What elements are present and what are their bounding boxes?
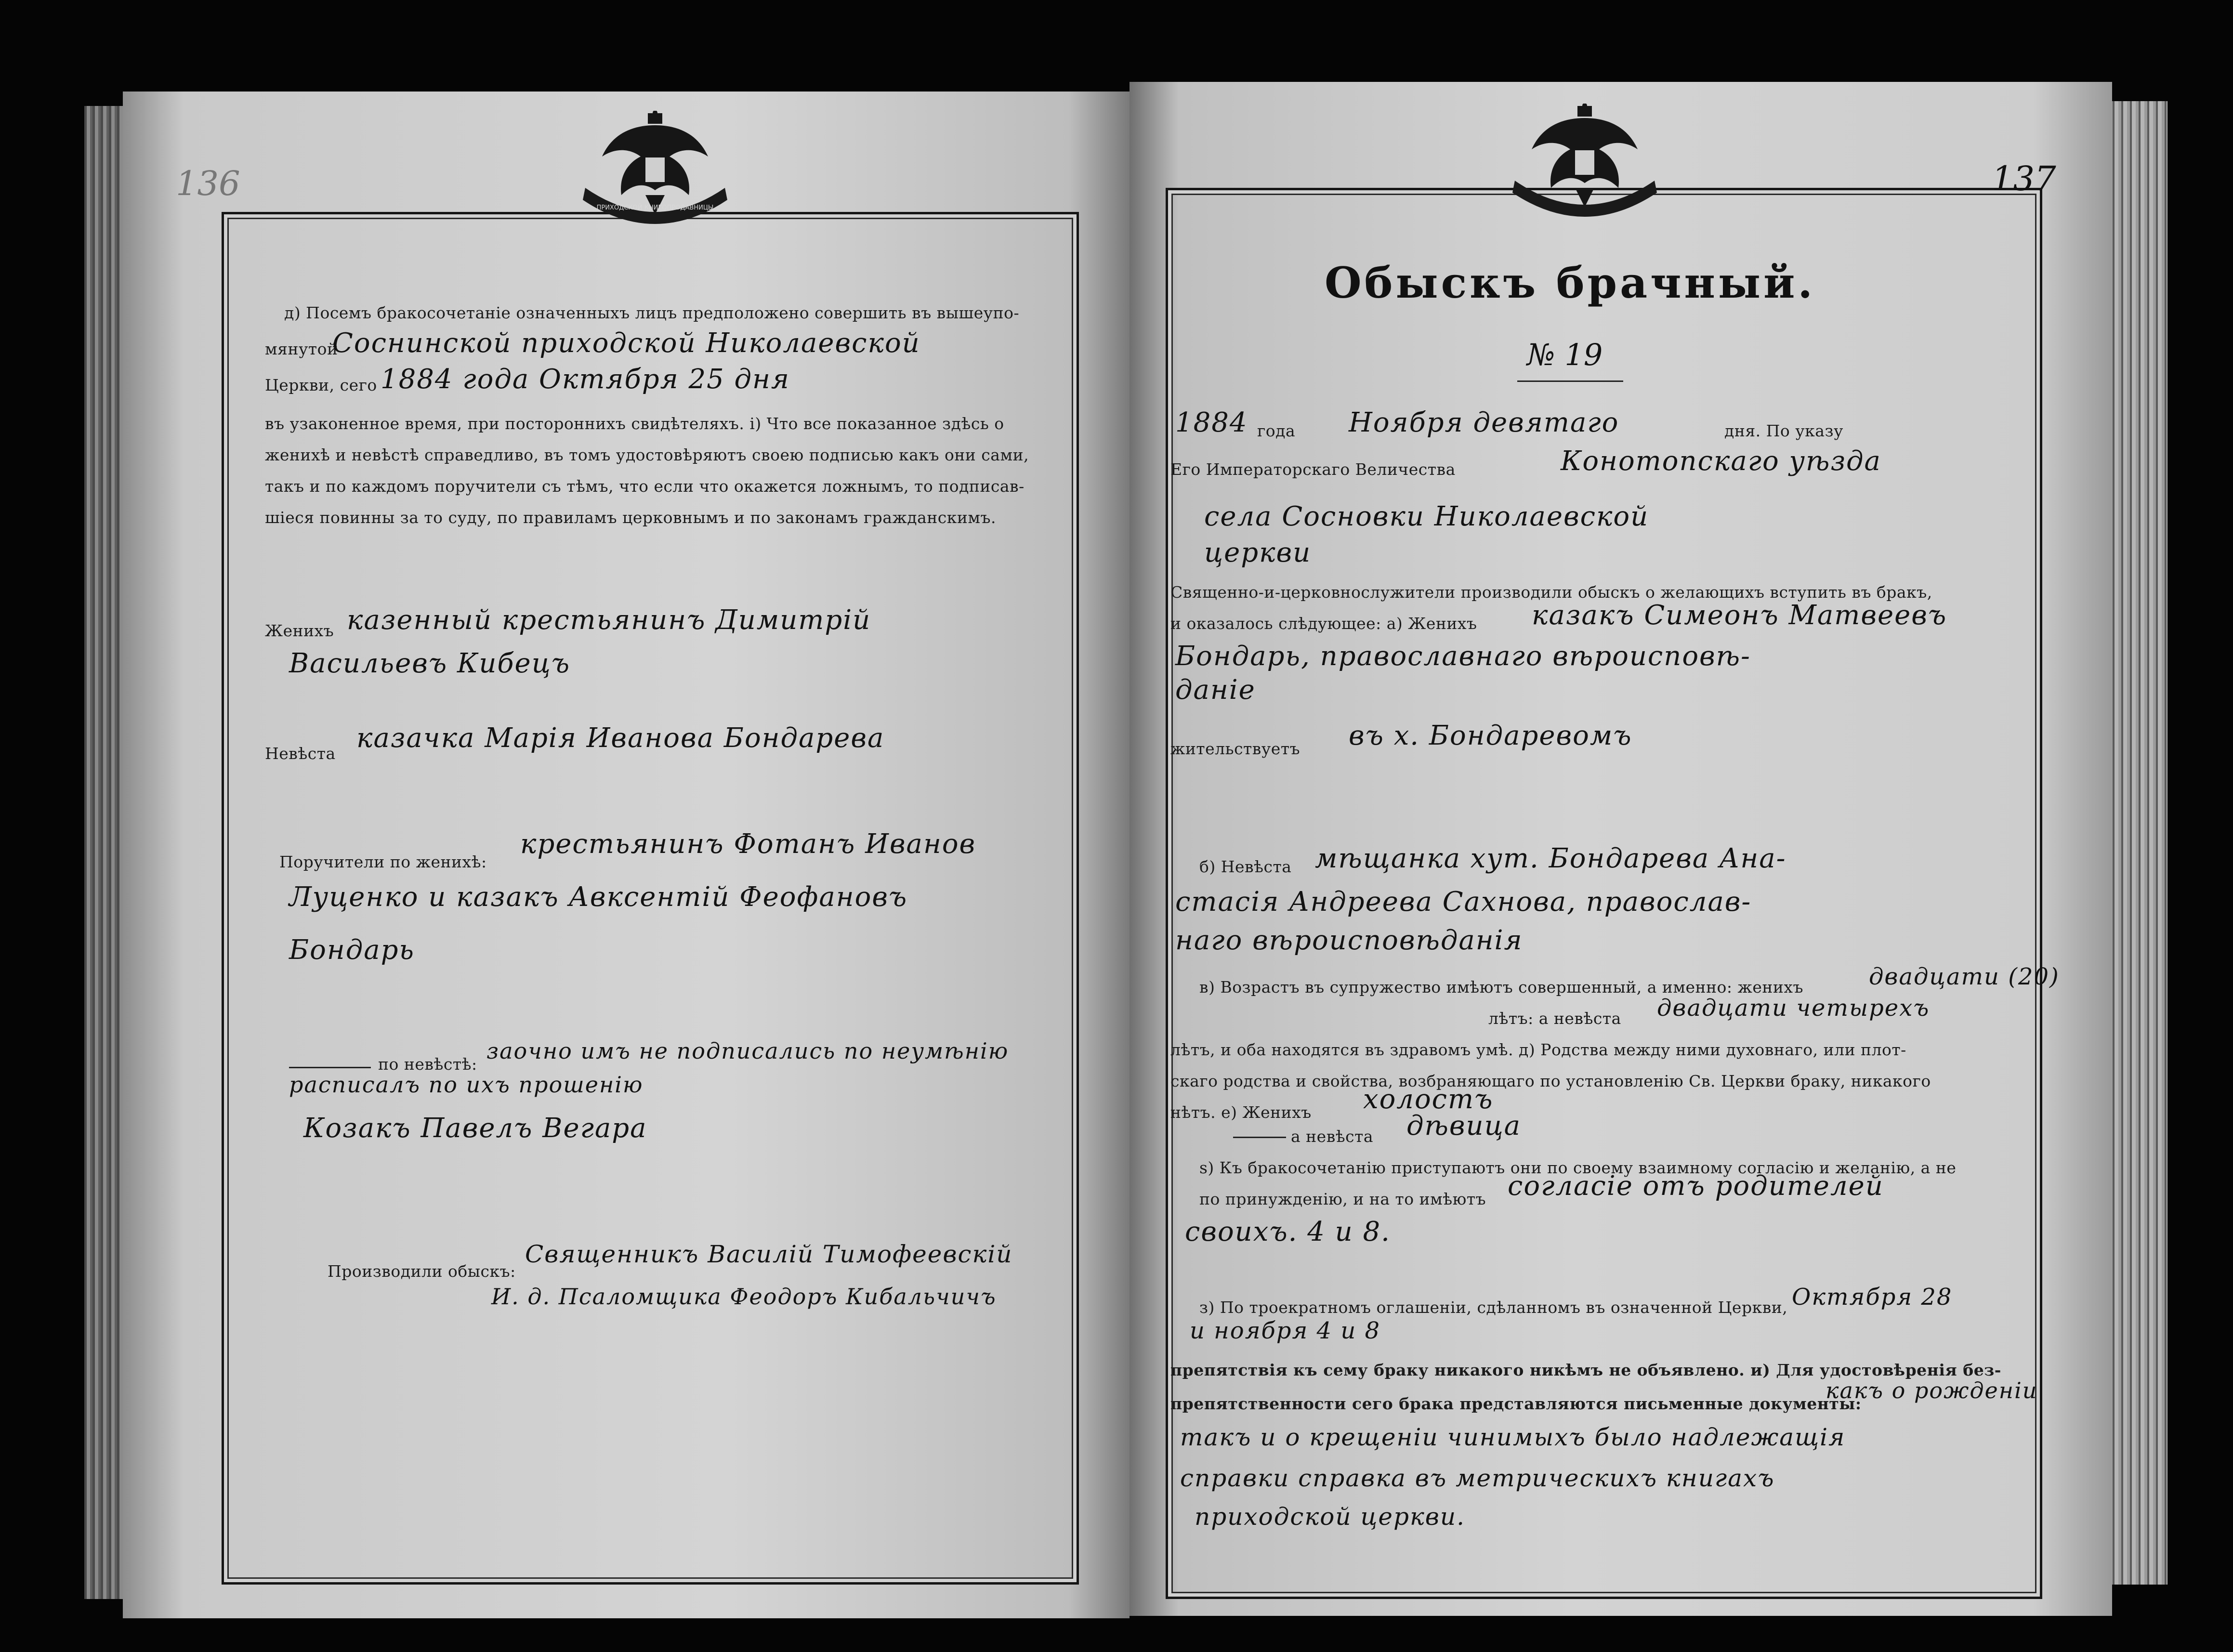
bride-right-handwritten-2: стасія Андреева Сахнова, православ-	[1175, 886, 1752, 918]
double-headed-eagle-emblem-right	[1503, 104, 1667, 224]
groom-right-handwritten-2: Бондарь, православнаго вѣроисповѣ-	[1175, 641, 1751, 672]
guarantors-groom-handwritten-3: Бондарь	[289, 934, 415, 966]
marital-groom-handwritten: холостъ	[1363, 1084, 1494, 1115]
section-d-church-handwritten: Соснинской приходской Николаевской	[332, 328, 920, 359]
bride-handwritten: казачка Марія Иванова Бондарева	[356, 722, 885, 754]
section-d-line1: д) Посемъ бракосочетаніе означенныхъ лицъ предположено совершить въ вышеупо-	[284, 303, 1020, 322]
guarantors-bride-handwritten-2: расписалъ по ихъ прошенію	[289, 1072, 644, 1098]
guarantors-bride-rule	[289, 1067, 371, 1068]
groom-handwritten-1: казенный крестьянинъ Димитрій	[347, 604, 871, 636]
clergy-line: Священно-и-церковнослужители производили обыскъ о желающихъ вступить въ бракъ,	[1170, 583, 1932, 602]
date-year-label: года	[1257, 421, 1296, 440]
guarantors-bride-handwritten-1: заочно имъ не подписались по неумѣнію	[486, 1038, 1009, 1064]
groom-right-handwritten-1: казакъ Симеонъ Матвеевъ	[1532, 600, 1947, 631]
marital-bride-handwritten: дѣвица	[1406, 1110, 1522, 1141]
majesty-label: Его Императорскаго Величества	[1170, 460, 1456, 479]
bride-right-label: б) Невѣста	[1199, 857, 1292, 876]
bride-right-handwritten-3: наго вѣроисповѣданія	[1175, 925, 1523, 956]
document-title: Обыскъ брачный.	[1325, 258, 1816, 308]
banns-handwritten-2: и ноября 4 и 8	[1190, 1317, 1381, 1344]
banns-handwritten-1: Октября 28	[1792, 1284, 1953, 1311]
conducted-handwritten-2: И. д. Псаломщика Феодоръ Кибальчичъ	[491, 1284, 997, 1310]
consent-line: ѕ) Къ бракосочетанію приступаютъ они по своему взаимному согласію и желанію, а не	[1199, 1158, 1957, 1177]
date-year-handwritten: 1884	[1175, 407, 1248, 438]
impediment-line: препятствія къ сему браку никакого никѣмъ не объявлено. и) Для удостовѣренія без-	[1170, 1361, 2001, 1379]
documents-handwritten-3: справки справка въ метрическихъ книгахъ	[1180, 1464, 1775, 1492]
consent-handwritten-2: своихъ. 4 и 8.	[1185, 1216, 1391, 1247]
consent-handwritten-1: согласіе отъ родителей	[1508, 1170, 1884, 1202]
banns-label: з) По троекратномъ оглашеніи, сдѣланномъ въ означенной Церкви,	[1199, 1298, 1788, 1317]
record-number-value: 19	[1564, 337, 1603, 372]
guarantors-groom-handwritten-1: крестьянинъ Фотанъ Иванов	[520, 828, 976, 860]
bride-label: Невѣста	[265, 744, 336, 763]
residence-handwritten: въ х. Бондаревомъ	[1349, 720, 1632, 751]
section-d-line7: шіеся повинны за то суду, по правиламъ церковнымъ и по законамъ гражданскимъ.	[265, 508, 997, 527]
documents-handwritten-2: такъ и о крещеніи чинимыхъ было надлежащія	[1180, 1423, 1846, 1451]
double-headed-eagle-emblem-left	[573, 111, 737, 231]
health-line: лѣтъ, и оба находятся въ здравомъ умѣ. д) Родства между ними духовнаго, или плот-	[1170, 1040, 1906, 1059]
record-number	[1527, 337, 1603, 372]
guarantors-groom-handwritten-2: Луценко и казакъ Авксентій Феофановъ	[289, 881, 908, 913]
documents-handwritten-4: приходской церкви.	[1195, 1503, 1466, 1531]
documents-label: препятственности сего брака представляются письменные документы:	[1170, 1394, 1862, 1413]
record-number-label: №	[1527, 337, 1555, 372]
section-d-date-handwritten: 1884 года Октября 25 дня	[381, 364, 790, 395]
marital-bride-label: а невѣста	[1291, 1127, 1374, 1146]
title-rule	[1517, 380, 1623, 382]
date-day-label: дня. По указу	[1724, 421, 1843, 440]
age-bride-handwritten: двадцати четырехъ	[1657, 995, 1930, 1022]
groom-handwritten-2: Васильевъ Кибецъ	[289, 648, 571, 679]
guarantors-bride-label: по невѣстѣ:	[378, 1055, 477, 1074]
stamp-text-left: ПРИХОДСКОЙ КНИГОПРОДАВНИЦЫ	[596, 204, 714, 211]
majesty-handwritten-2: села Сосновки Николаевской	[1204, 501, 1649, 532]
groom-right-handwritten-3: даніе	[1175, 674, 1256, 706]
left-page-number: 136	[176, 164, 240, 203]
majesty-handwritten-3: церкви	[1204, 537, 1312, 568]
section-d-line2-label: мянутой	[265, 340, 338, 358]
section-d-line5: женихѣ и невѣстѣ справедливо, въ томъ удостовѣряютъ своею подписью какъ они сами,	[265, 446, 1029, 464]
majesty-handwritten-1: Конотопскаго уѣзда	[1561, 446, 1881, 477]
age-label: в) Возрастъ въ супружество имѣютъ совершенный, а именно: женихъ	[1199, 978, 1803, 996]
bride-right-handwritten-1: мѣщанка хут. Бондарева Ана-	[1315, 843, 1786, 874]
marital-bride-rule	[1233, 1137, 1286, 1138]
left-page-edges	[84, 106, 125, 1599]
conducted-handwritten-1: Священникъ Василій Тимофеевскій	[525, 1240, 1013, 1268]
kin-line: скаго родства и свойства, возбраняющаго по установленію Св. Церкви браку, никакого	[1170, 1072, 1931, 1090]
guarantors-groom-label: Поручители по женихѣ:	[279, 852, 487, 871]
section-d-line3-label: Церкви, сего	[265, 376, 377, 394]
right-page-edges	[2110, 101, 2167, 1585]
guarantors-bride-handwritten-3: Козакъ Павелъ Вегара	[303, 1113, 647, 1144]
section-d-line6: такъ и по каждомъ поручители съ тѣмъ, что если что окажется ложнымъ, то подписав-	[265, 477, 1025, 496]
consent-label: по принужденію, и на то имѣютъ	[1199, 1190, 1486, 1208]
marital-label: нѣтъ. е) Женихъ	[1170, 1103, 1312, 1122]
documents-handwritten-1: какъ о рожденіи	[1826, 1377, 2038, 1403]
age-bride-label: лѣтъ: а невѣста	[1488, 1009, 1621, 1028]
found-label: и оказалось слѣдующее: а) Женихъ	[1170, 614, 1477, 633]
date-month-handwritten: Ноября девятаго	[1349, 407, 1619, 438]
residence-label: жительствуетъ	[1170, 739, 1300, 758]
section-d-line4: въ узаконенное время, при постороннихъ свидѣтеляхъ. і) Что все показанное здѣсь о	[265, 414, 1004, 433]
right-page-number: 137	[1992, 159, 2056, 198]
conducted-label: Производили обыскъ:	[328, 1262, 516, 1281]
age-groom-handwritten: двадцати (20)	[1869, 963, 2060, 990]
groom-label: Женихъ	[265, 621, 334, 640]
